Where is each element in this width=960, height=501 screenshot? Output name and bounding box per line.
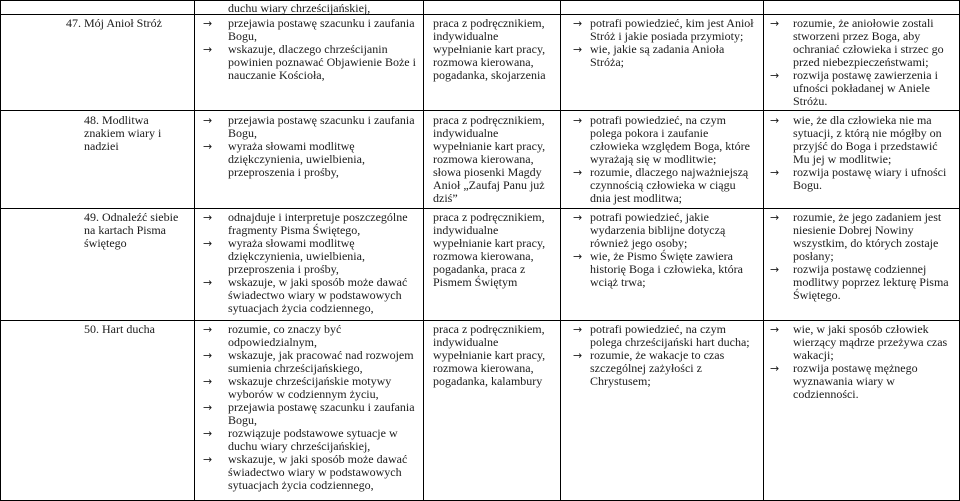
- row-1-methods: praca z podręcznikiem, indywidualne wypełnianie kart pracy, rozmowa kierowana, pogadanka, skojarzenia: [433, 16, 546, 82]
- row-4-basic: [569, 323, 759, 388]
- row-4-objectives: [203, 323, 419, 492]
- row-2-basic-item: → rozumie, dlaczego najważniejszą czynnością człowieka w ciągu dnia jest modlitwa;: [569, 166, 759, 205]
- row-3-extended: [766, 211, 951, 302]
- row-3-basic-item: → wie, że Pismo Święte zawiera historię Boga i człowieka, która wciąż trwa;: [569, 250, 759, 289]
- row-2-objective: → przejawia postawę szacunku i zaufania Bogu,: [203, 114, 419, 140]
- row-2-extended: [766, 114, 951, 192]
- row-3-objectives: [203, 211, 419, 315]
- row-4-objective: → rozumie, co znaczy być odpowiedzialnym,: [203, 323, 419, 349]
- row-1-topic: 47. Mój Anioł Stróż: [66, 16, 163, 30]
- row-3-extended-item: → rozwija postawę codziennej modlitwy poprzez lekturę Pisma Świętego.: [766, 263, 951, 302]
- row-1-objective: → przejawia postawę szacunku i zaufania Bogu,: [203, 17, 419, 43]
- row-0-objective: duchu wiary chrześcijańskiej,: [228, 1, 371, 15]
- row-4-objective: → rozwiązuje podstawowe sytuacje w duchu wiary chrześcijańskiej,: [203, 427, 419, 453]
- row-2-extended-item: → wie, że dla człowieka nie ma sytuacji, z którą nie mógłby on przyjść do Boga i przedstawić Mu jej w modlitwie;: [766, 114, 951, 166]
- row-2-basic-item: → potrafi powiedzieć, na czym polega pokora i zaufanie człowieka względem Boga, które wyrażają się w modlitwie;: [569, 114, 759, 166]
- row-3-objective: → wskazuje, w jaki sposób może dawać świadectwo wiary w podstawowych sytuacjach życia codziennego,: [203, 276, 419, 315]
- row-3-extended-item: → rozumie, że jego zadaniem jest niesienie Dobrej Nowiny wszystkim, do których zostaje posłany;: [766, 211, 951, 263]
- row-4-objective: → przejawia postawę szacunku i zaufania Bogu,: [203, 401, 419, 427]
- row-2-extended-item: → rozwija postawę wiary i ufności Bogu.: [766, 166, 951, 192]
- row-4-basic-item: → potrafi powiedzieć, na czym polega chrześcijański hart ducha;: [569, 323, 759, 349]
- row-3-basic-item: → potrafi powiedzieć, jakie wydarzenia biblijne dotyczą również jego osoby;: [569, 211, 759, 250]
- row-1-basic-item: → wie, jakie są zadania Anioła Stróża;: [569, 43, 759, 69]
- row-2-objectives: [203, 114, 419, 179]
- row-2-methods: praca z podręcznikiem, indywidualne wypełnianie kart pracy, rozmowa kierowana, słowa piosenki Magdy Anioł „Zaufaj Panu już dziś”: [433, 113, 546, 205]
- row-1-basic: [569, 17, 759, 69]
- row-4-extended: [766, 323, 951, 401]
- row-1-basic-item: → potrafi powiedzieć, kim jest Anioł Stróż i jakie posiada przymioty;: [569, 17, 759, 43]
- row-2-objective: → wyraża słowami modlitwę dziękczynienia, uwielbienia, przeproszenia i prośby,: [203, 140, 419, 179]
- row-4-objective: → wskazuje chrześcijańskie motywy wyborów w codziennym życiu,: [203, 375, 419, 401]
- row-3-objective: → wyraża słowami modlitwę dziękczynienia, uwielbienia, przeproszenia i prośby,: [203, 237, 419, 276]
- row-3-objective: → odnajduje i interpretuje poszczególne fragmenty Pisma Świętego,: [203, 211, 419, 237]
- row-3-basic: [569, 211, 759, 289]
- row-1-extended-item: → rozwija postawę zawierzenia i ufności pokładanej w Aniele Stróżu.: [766, 69, 951, 108]
- row-3-topic: 49. Odnaleźć siebie na kartach Pisma świętego: [84, 210, 179, 250]
- row-0-objectives: [203, 2, 419, 15]
- row-4-basic-item: → rozumie, że wakacje to czas szczególnej zażyłości z Chrystusem;: [569, 349, 759, 388]
- row-1-extended: [766, 17, 951, 108]
- row-4-objective: → wskazuje, w jaki sposób może dawać świadectwo wiary w podstawowych sytuacjach życia codziennego,: [203, 453, 419, 492]
- row-1-objectives: [203, 17, 419, 82]
- row-3-methods: praca z podręcznikiem, indywidualne wypełnianie kart pracy, rozmowa kierowana, pogadanka, praca z Pismem Świętym: [433, 210, 546, 289]
- row-1-extended-item: → rozumie, że aniołowie zostali stworzeni przez Boga, aby ochraniać człowieka i strzec go przed niebezpieczeństwami;: [766, 17, 951, 69]
- row-1-objective: → wskazuje, dlaczego chrześcijanin powinien poznawać Objawienie Boże i nauczanie Kościoła,: [203, 43, 419, 82]
- row-2-basic: [569, 114, 759, 205]
- row-4-extended-item: → wie, w jaki sposób człowiek wierzący mądrze przeżywa czas wakacji;: [766, 323, 951, 362]
- row-4-methods: praca z podręcznikiem, indywidualne wypełnianie kart pracy, rozmowa kierowana, pogadanka, kalambury: [433, 322, 546, 388]
- row-2-topic: 48. Modlitwa znakiem wiary i nadziei: [84, 113, 162, 153]
- row-4-topic: 50. Hart ducha: [84, 322, 155, 336]
- row-4-objective: → wskazuje, jak pracować nad rozwojem sumienia chrześcijańskiego,: [203, 349, 419, 375]
- row-4-extended-item: → rozwija postawę mężnego wyznawania wiary w codzienności.: [766, 362, 951, 401]
